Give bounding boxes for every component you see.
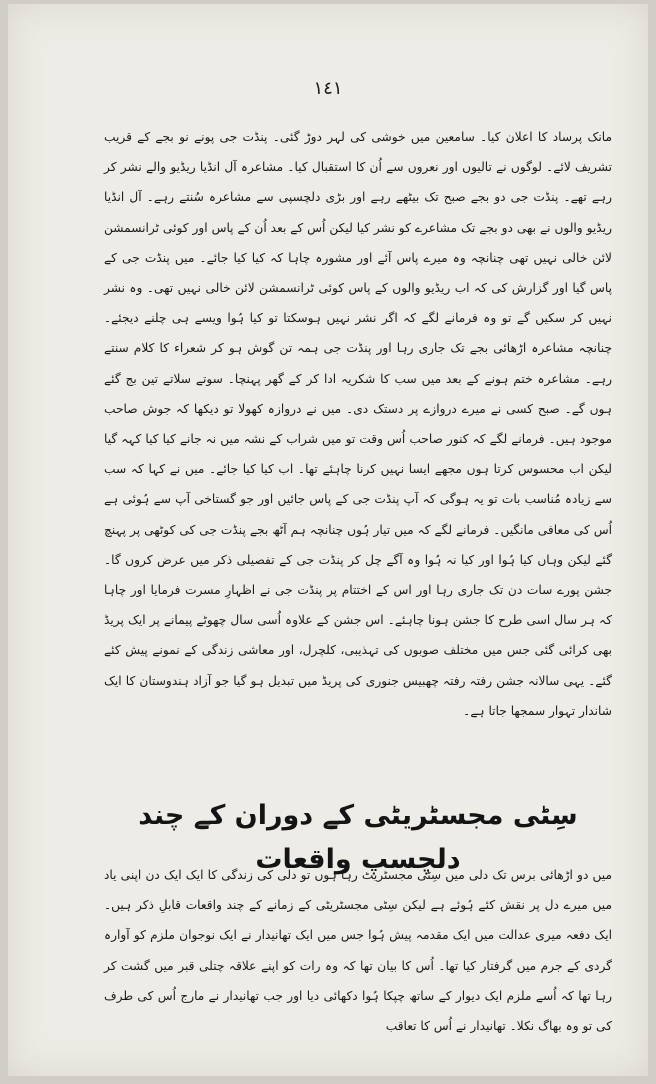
page-number: ١٤١ [313, 78, 343, 99]
section-heading: سِٹی مجسٹریٹی کے دوران کے چند دلچسپ واقعات [138, 800, 578, 875]
body-paragraph-1: مانک پرساد کا اعلان کیا۔ سامعین میں خوشی کی لہر دوڑ گئی۔ پنڈت جی پونے نو بجے کے قریب تشریف لائے۔ لوگوں نے تالیوں اور نعروں سے اُن کا استقبال کیا۔ مشاعرہ آل انڈیا ریڈیو والے نشر کر رہے تھے۔ پنڈت جی دو بجے صبح تک بیٹھے رہے اور بڑی دلچسپی سے مشاعرہ سُنتے رہے۔ آل انڈیا ریڈیو والوں نے بھی دو بجے تک مشاعرے کو نشر کیا لیکن اُس کے بعد اُن کے پاس اور کوئی ٹرانسمشن لائن خالی نہیں تھی چنانچہ وہ میرے پاس آئے اور مشورہ چاہا کہ کیا کیا جائے۔ میں پنڈت جی کے پاس گیا اور گزارش کی کہ اب ریڈیو والوں کے پاس کوئی ٹرانسمشن لائن خالی نہیں تھی۔ وہ نشر نہیں کر سکیں گے تو وہ فرمانے لگے کہ اگر نشر نہیں ہوسکتا تو کیا ہُوا ویسے ہی چلنے دیجئے۔ چنانچہ مشاعرہ اڑھائی بجے تک جاری رہا اور پنڈت جی ہمہ تن گوش ہو کر شعراء کا کلام سنتے رہے۔ مشاعرہ ختم ہونے کے بعد میں سب کا شکریہ ادا کر کے گھر پہنچا۔ سوتے سلاتے تین بج گئے ہوں گے۔ صبح کسی نے میرے دروازے پر دستک دی۔ میں نے دروازہ کھولا تو دیکھا کہ جوش صاحب موجود ہیں۔ فرمانے لگے کہ کنور صاحب اُس وقت تو میں شراب کے نشہ میں نہ جانے کیا کیا کہہ گیا لیکن اب محسوس کرتا ہوں مجھے ایسا نہیں کرنا چاہئے تھا۔ اب کیا کیا جائے۔ میں نے کہا کہ سب سے زیادہ مُناسب بات تو یہ ہوگی کہ آپ پنڈت جی کے پاس جائیں اور جو گستاخی آپ سے ہُوئی ہے اُس کی معافی مانگیں۔ فرمانے لگے کہ میں تیار ہُوں چنانچہ ہم آٹھ بجے پنڈت جی کی کوٹھی پر پہنچ گئے لیکن وہاں کیا ہُوا اور کیا نہ ہُوا وہ آگے چل کر پنڈت جی کے تفصیلی ذکر میں عرض کروں گا۔ جشن پورے سات دن تک جاری رہا اور اس کے اختتام پر پنڈت جی نے اظہارِ مسرت فرمایا اور چاہا کہ ہر سال اسی طرح کا جشن ہونا چاہئے۔ اس جشن کے علاوہ اُسی سال چھوٹے پیمانے پر ایک پریڈ بھی کرائی گئی جس میں مختلف صوبوں کی تہذیبی، کلچرل، اور معاشی زندگی کے نمونے پیش کئے گئے۔ یہی سالانہ جشن رفتہ رفتہ چھبیس جنوری کی پریڈ میں تبدیل ہو گیا جو آزاد ہندوستان کا ایک شاندار تہوار سمجھا جاتا ہے۔ [104, 130, 612, 718]
body-paragraph-2: میں دو اڑھائی برس تک دلی میں سِٹی مجسٹریٹ رہا ہوں تو دلی کی زندگی کا ایک ایک دن اپنی یاد میں میرے دل پر نقش کئے ہُوئے ہے لیکن سِٹی مجسٹریٹی کے زمانے کے چند واقعات قابلِ ذکر ہیں۔ ایک دفعہ میری عدالت میں ایک مقدمہ پیش ہُوا جس میں ایک تھانیدار نے ایک نوجوان ملزم کو آوارہ گردی کے جرم میں گرفتار کیا تھا۔ اُس کا بیان تھا کہ وہ رات کو اپنے علاقہ چتلی قبر میں گشت کر رہا تھا کہ اُسے ملزم ایک دیوار کے ساتھ چپکا ہُوا دکھائی دیا اور جب تھانیدار نے مارج اُس کی طرف کی تو وہ بھاگ نکلا۔ تھانیدار نے اُس کا تعاقب [104, 868, 612, 1034]
book-page [8, 4, 648, 1076]
